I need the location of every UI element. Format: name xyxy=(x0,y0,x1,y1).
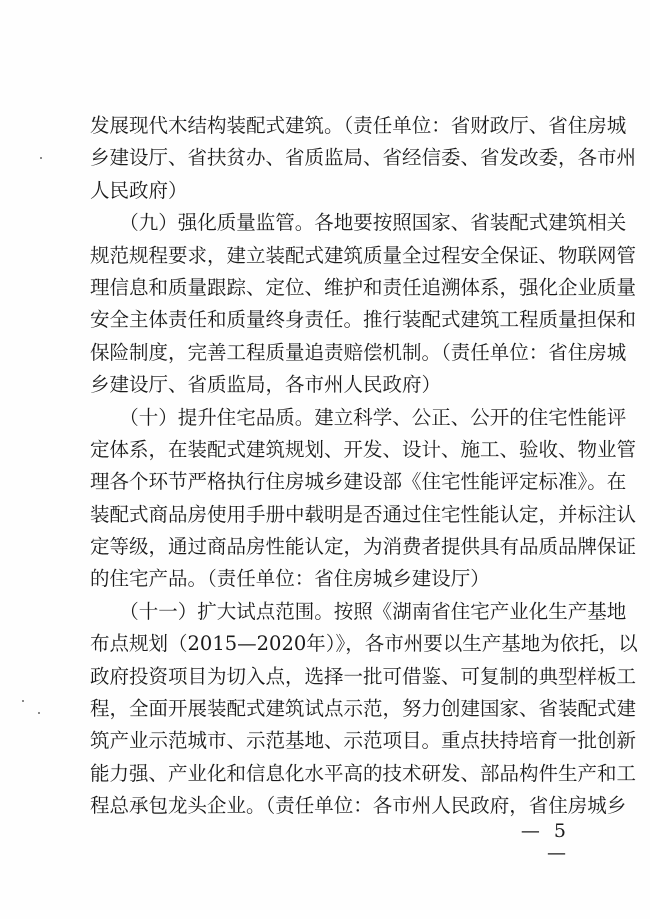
scan-speck xyxy=(40,157,42,159)
text-line: 发展现代木结构装配式建筑。（责任单位：省财政厅、省住房城 xyxy=(90,114,627,137)
text-line: 理各个环节严格执行住房城乡建设部《住宅性能评定标准》。在 xyxy=(90,470,627,494)
text-line: 筑产业示范城市、示范基地、示范项目。重点扶持培育一批创新 xyxy=(90,729,637,753)
page-number: — 5 — xyxy=(520,820,570,864)
paragraph-continuation xyxy=(90,110,637,207)
text-line: （十一）扩大试点范围。按照《湖南省住宅产业化生产基地 xyxy=(90,599,627,623)
text-line: 人民政府） xyxy=(90,178,188,202)
text-line: （九）强化质量监管。各地要按照国家、省装配式建筑相关 xyxy=(90,211,627,235)
paragraph-item-11 xyxy=(90,596,638,823)
text-line: 能力强、产业化和信息化水平高的技术研发、部品构件生产和工 xyxy=(90,761,637,785)
text-line: 政府投资项目为切入点，选择一批可借鉴、可复制的典型样板工 xyxy=(90,664,637,688)
text-line: 定等级，通过商品房性能认定，为消费者提供具有品质品牌保证 xyxy=(90,535,637,559)
text-line: 程总承包龙头企业。（责任单位：各市州人民政府，省住房城乡 xyxy=(90,794,627,818)
text-line: 装配式商品房使用手册中载明是否通过住宅性能认定，并标注认 xyxy=(90,502,637,526)
scan-speck xyxy=(38,712,40,714)
text-line: 定体系，在装配式建筑规划、开发、设计、施工、验收、物业管 xyxy=(90,437,637,461)
paragraph-item-10 xyxy=(90,402,637,596)
text-line: 的住宅产品。（责任单位：省住房城乡建设厅） xyxy=(90,567,490,591)
scan-speck xyxy=(22,700,24,702)
text-line: 安全主体责任和质量终身责任。推行装配式建筑工程质量担保和 xyxy=(90,308,637,332)
text-line: 保险制度，完善工程质量追责赔偿机制。（责任单位：省住房城 xyxy=(90,340,627,364)
text-line: 乡建设厅、省质监局，各市州人民政府） xyxy=(90,373,442,397)
text-line: 规范规程要求，建立装配式建筑质量全过程安全保证、物联网管 xyxy=(90,243,637,267)
paragraph-item-9 xyxy=(90,207,637,401)
text-line: 乡建设厅、省扶贫办、省质监局、省经信委、省发改委，各市州 xyxy=(90,146,637,170)
text-line: 程，全面开展装配式建筑试点示范，努力创建国家、省装配式建 xyxy=(90,697,637,721)
text-line: 布点规划（2015—2020年）》，各市州要以生产基地为依托，以 xyxy=(90,632,638,656)
text-line: （十）提升住宅品质。建立科学、公正、公开的住宅性能评 xyxy=(90,405,627,429)
body-text xyxy=(90,110,638,823)
text-line: 理信息和质量跟踪、定位、维护和责任追溯体系，强化企业质量 xyxy=(90,275,637,299)
